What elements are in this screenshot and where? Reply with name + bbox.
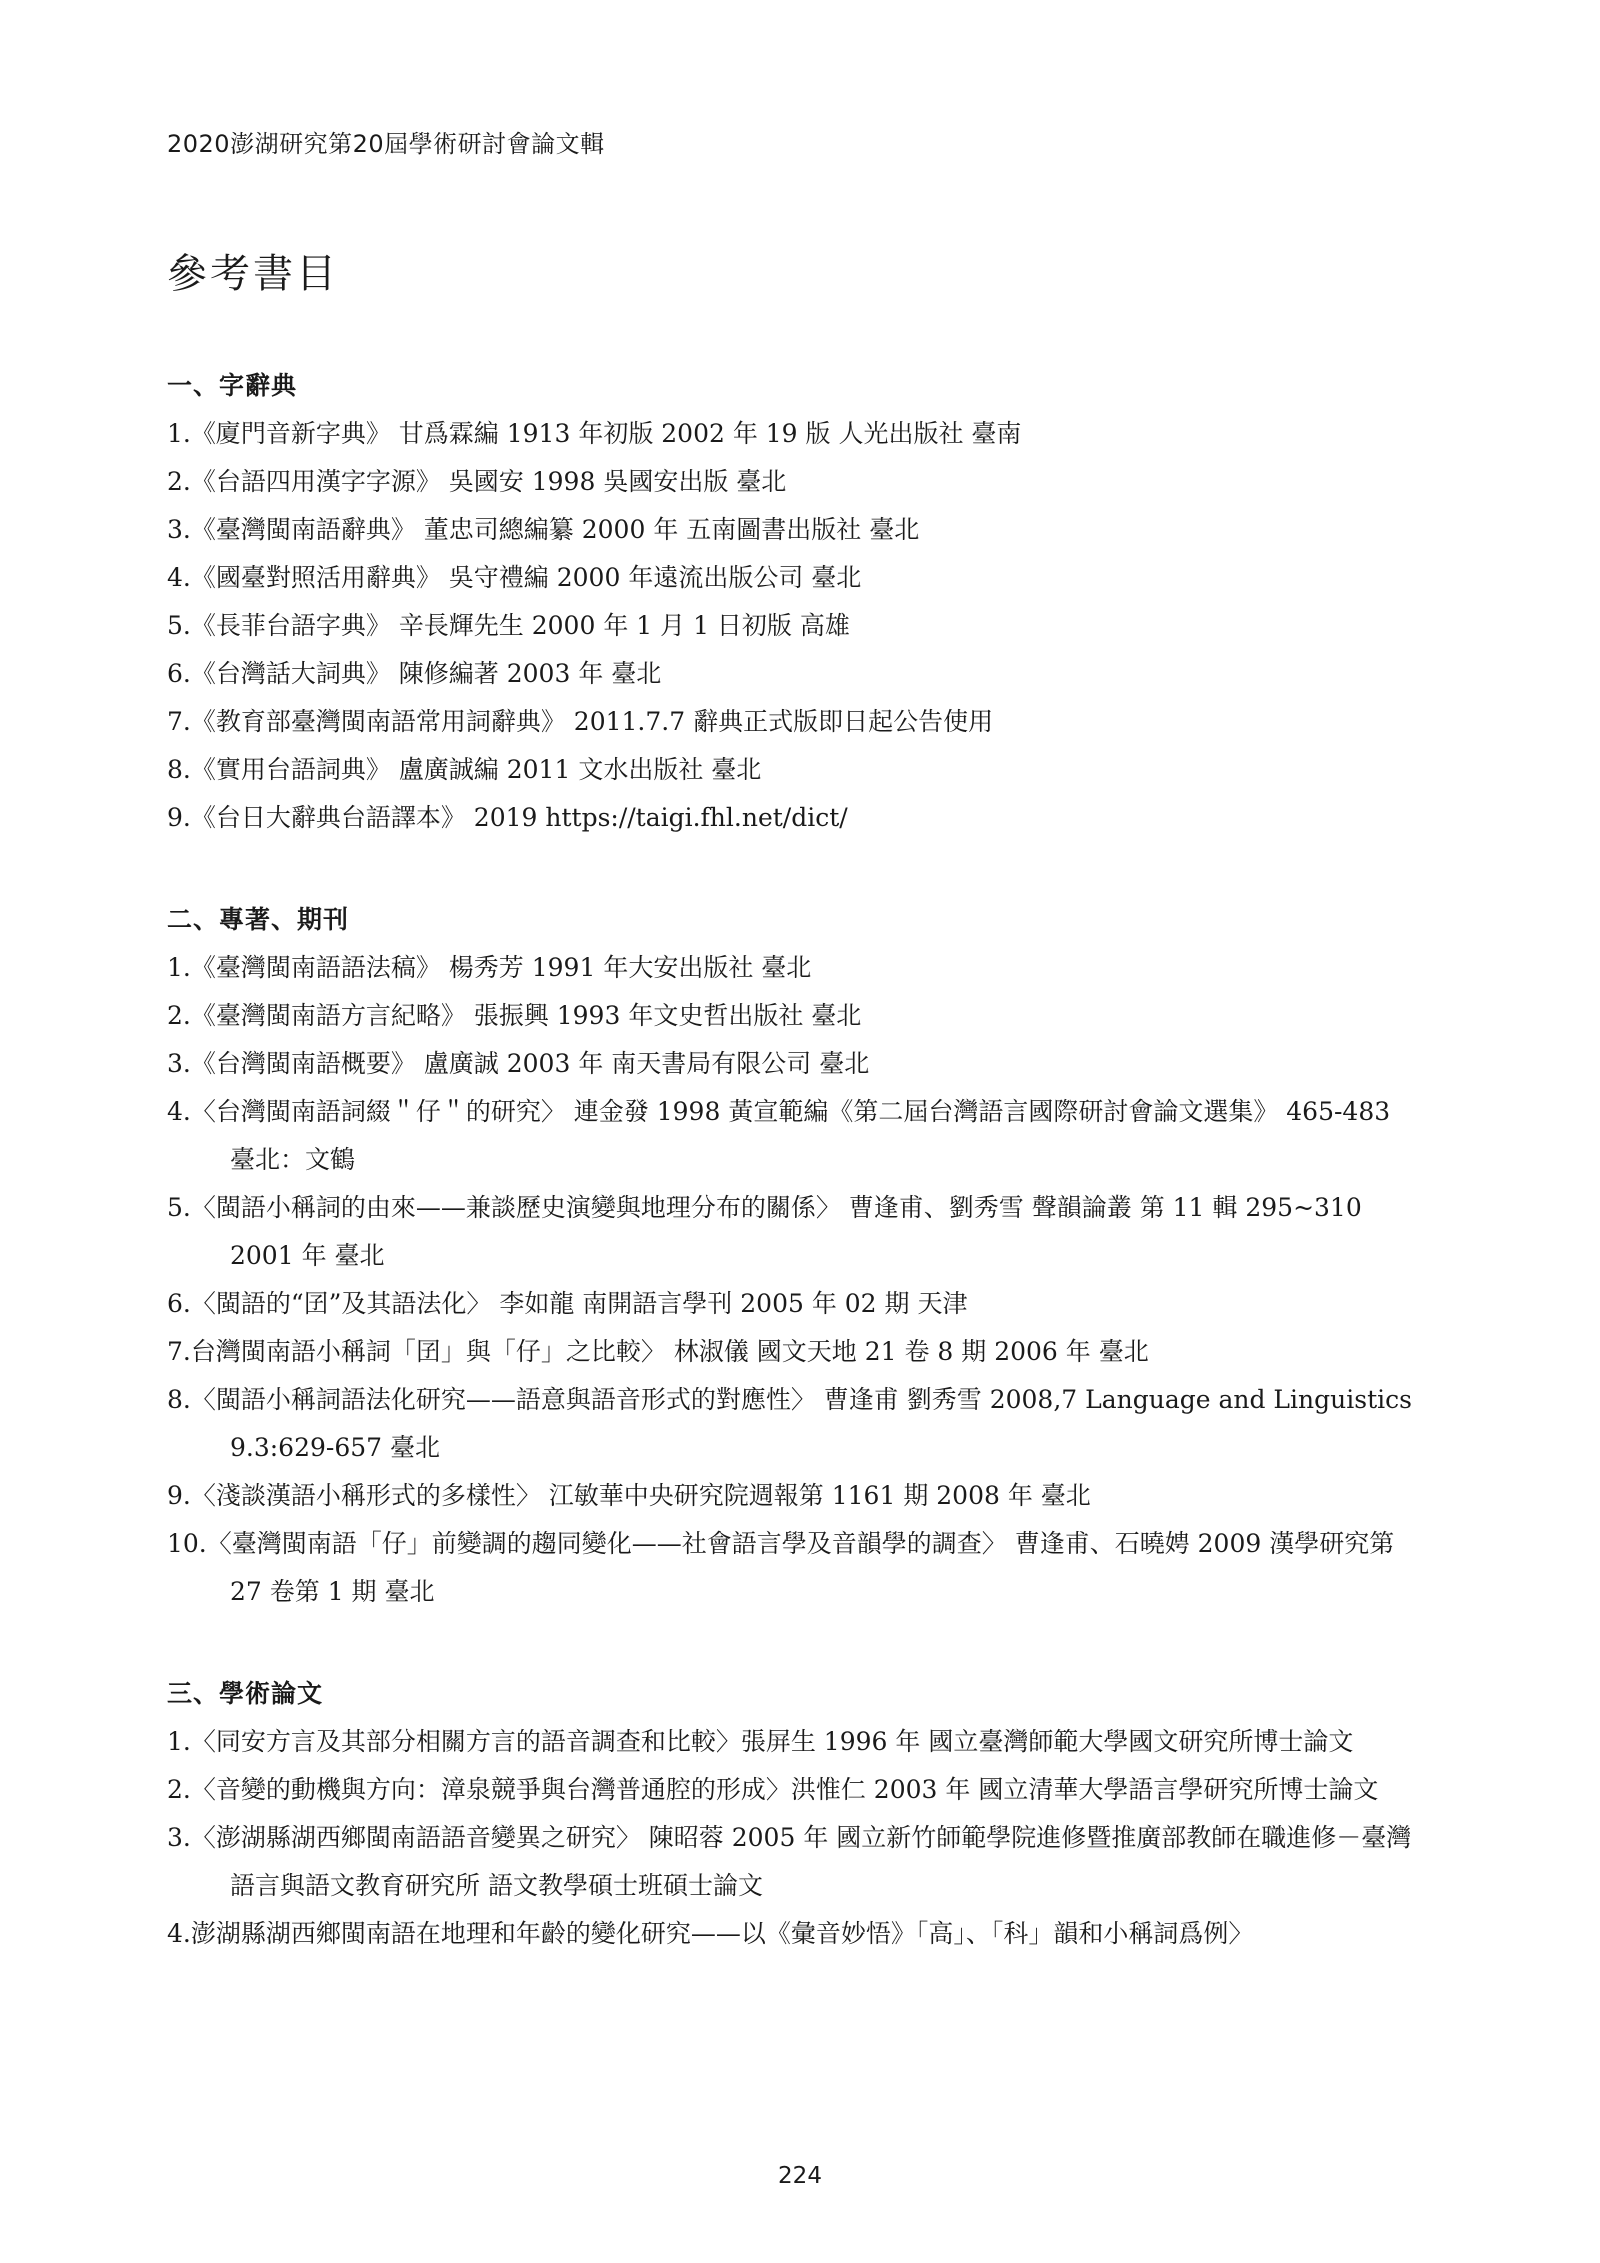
bibliography-entry: 6.〈閩語的“囝”及其語法化〉 李如龍 南開語言學刊 2005 年 02 期 天津 [167, 1289, 968, 1318]
bibliography-entry: 1.《臺灣閩南語語法稿》 楊秀芳 1991 年大安出版社 臺北 [167, 953, 812, 982]
bibliography-entry: 7.台灣閩南語小稱詞「囝」與「仔」之比較〉 林淑儀 國文天地 21 卷 8 期 2006 年 臺北 [167, 1337, 1149, 1366]
bibliography-entry: 2.《臺灣閩南語方言紀略》 張振興 1993 年文史哲出版社 臺北 [167, 1001, 862, 1030]
bibliography-entry: 2.〈音變的動機與方向：漳泉競爭與台灣普通腔的形成〉洪惟仁 2003 年 國立清華大學語言學研究所博士論文 [167, 1775, 1379, 1804]
bibliography-entry: 9.〈淺談漢語小稱形式的多樣性〉 江敏華中央研究院週報第 1161 期 2008 年 臺北 [167, 1481, 1091, 1510]
bibliography-entry: 8.〈閩語小稱詞語法化研究——語意與語音形式的對應性〉 曹逢甫 劉秀雪 2008,7 Language and Linguistics 9.3:629-657 臺北 [167, 1385, 1412, 1462]
bibliography-entry: 1.《廈門音新字典》 甘爲霖編 1913 年初版 2002 年 19 版 人光出版社 臺南 [167, 419, 1022, 448]
bibliography-entry: 3.《臺灣閩南語辭典》 董忠司總編纂 2000 年 五南圖書出版社 臺北 [167, 515, 920, 544]
bibliography-entry: 4.澎湖縣湖西鄉閩南語在地理和年齡的變化研究——以《彙音妙悟》「高」、「科」韻和小稱詞爲例〉 [167, 1919, 1254, 1948]
page-title: 參考書目 [167, 251, 339, 297]
bibliography-entry: 5.《長菲台語字典》 辛長輝先生 2000 年 1 月 1 日初版 高雄 [167, 611, 850, 640]
section-heading: 二、專著、期刊 [167, 905, 350, 934]
section-monographs-journals [167, 896, 1423, 1616]
bibliography-entry: 2.《台語四用漢字字源》 吳國安 1998 吳國安出版 臺北 [167, 467, 787, 496]
bibliography-entry: 9.《台日大辭典台語譯本》 2019 https://taigi.fhl.net/dict/ [167, 803, 848, 832]
bibliography-entry: 1.〈同安方言及其部分相關方言的語音調查和比較〉張屏生 1996 年 國立臺灣師範大學國文研究所博士論文 [167, 1727, 1354, 1756]
bibliography-entry: 8.《實用台語詞典》 盧廣誠編 2011 文水出版社 臺北 [167, 755, 762, 784]
page-number: 224 [778, 2163, 822, 2189]
bibliography [167, 362, 1423, 1958]
bibliography-entry: 7.《教育部臺灣閩南語常用詞辭典》 2011.7.7 辭典正式版即日起公告使用 [167, 707, 994, 736]
section-heading: 三、學術論文 [167, 1679, 324, 1708]
section-dictionaries [167, 362, 1423, 842]
bibliography-entry: 4.《國臺對照活用辭典》 吳守禮編 2000 年遠流出版公司 臺北 [167, 563, 862, 592]
bibliography-entry: 10.〈臺灣閩南語「仔」前變調的趨同變化——社會語言學及音韻學的調查〉 曹逢甫、石曉娉 2009 漢學研究第 27 卷第 1 期 臺北 [167, 1529, 1395, 1606]
bibliography-entry: 3.《台灣閩南語概要》 盧廣誠 2003 年 南天書局有限公司 臺北 [167, 1049, 870, 1078]
running-header: 2020澎湖研究第20屆學術研討會論文輯 [167, 130, 605, 158]
bibliography-entry: 3.〈澎湖縣湖西鄉閩南語語音變異之研究〉 陳昭蓉 2005 年 國立新竹師範學院進修暨推廣部教師在職進修－臺灣語言與語文教育研究所 語文教學碩士班碩士論文 [167, 1823, 1412, 1900]
section-theses [167, 1670, 1423, 1958]
bibliography-entry: 4.〈台灣閩南語詞綴＂仔＂的研究〉 連金發 1998 黃宣範編《第二屆台灣語言國際研討會論文選集》 465-483 臺北：文鶴 [167, 1097, 1391, 1174]
bibliography-entry: 6.《台灣話大詞典》 陳修編著 2003 年 臺北 [167, 659, 662, 688]
bibliography-entry: 5.〈閩語小稱詞的由來——兼談歷史演變與地理分布的關係〉 曹逢甫、劉秀雪 聲韻論叢 第 11 輯 295~310 2001 年 臺北 [167, 1193, 1362, 1270]
section-heading: 一、字辭典 [167, 371, 298, 400]
